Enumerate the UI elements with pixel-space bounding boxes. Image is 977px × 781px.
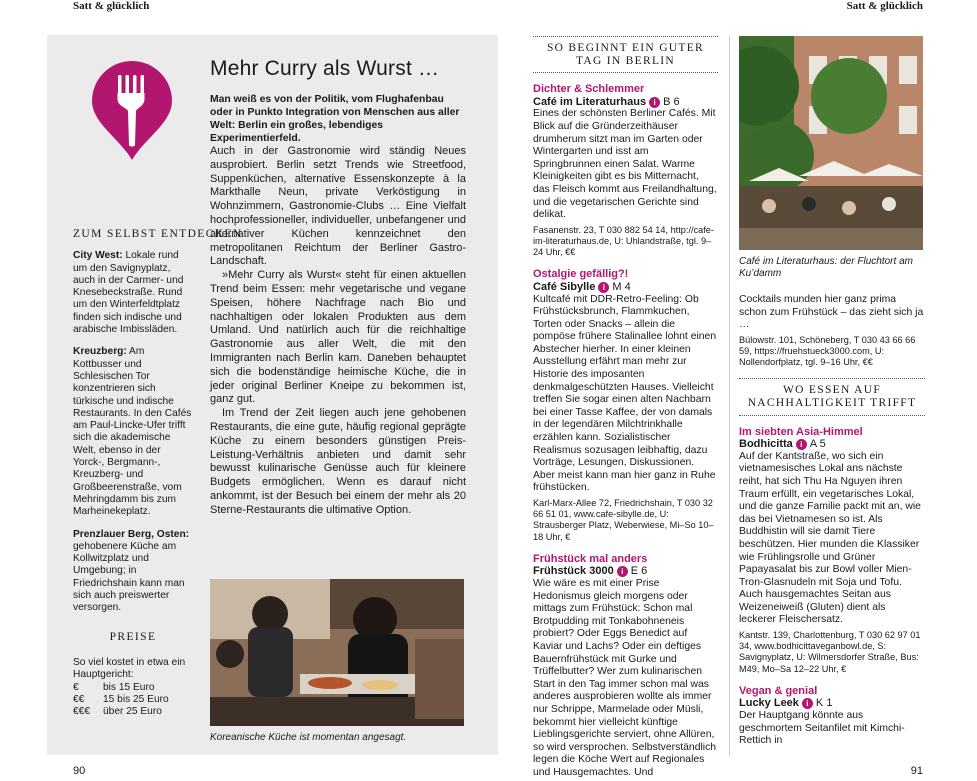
location-marker-icon: i: [598, 282, 609, 293]
feature-box: [47, 35, 498, 755]
photo-caption: Café im Literaturhaus: der Fluchtort am Ku’damm: [739, 256, 913, 279]
photo-caption: Koreanische Küche ist momentan angesagt.: [210, 732, 407, 743]
column-2: [739, 256, 925, 748]
listing-address: Fasanenstr. 23, T 030 882 54 14, http://cafe-im-literaturhaus.de, U: Uhlandstraße, tgl. 9–24 Uhr, €€: [533, 224, 714, 258]
column-divider: [729, 36, 730, 756]
article: [210, 57, 466, 518]
listing-kicker: Dichter & Schlemmer: [533, 83, 645, 96]
page-number-left: 90: [73, 765, 86, 777]
article-paragraph: Im Trend der Zeit liegen auch jene gehobenen Restaurants, die eine gute, häufig regional geprägte Küche zu einem besonders günstigen Preis-Leistung-Verhältnis anbieten und damit sehr bewusst kulinarische Genüsse auch für kleinere Budgets ermöglichen. Wenn es darauf nicht ankommt, ist der Besuch bei einem der mehr als 20 Sterne-Restaurants die ultimative Option.: [210, 407, 466, 516]
listing-kicker: Ostalgie gefällig?!: [533, 268, 629, 281]
listing-name: Frühstück 3000 i E 6: [533, 565, 648, 578]
running-head-right: Satt & glücklich: [846, 0, 923, 12]
article-paragraph: Auch in der Gastronomie wird ständig Neues ausprobiert. Berlin setzt Trends wie Streetfood, Suppenküchen, alternative Essenskonzepte à la Markthalle Neun, private Verköstigung in Wohnzimmern, Gastronomie-Clubs … Eine Vielfalt hochprofessioneller, individueller, unbefangener und alternativer Küchen kennzeichnet den metropolitanen Reichtum der Berliner Gastro-Landschaft.: [210, 145, 466, 268]
cafe-literaturhaus-photo: [739, 36, 923, 250]
article-body: [210, 145, 466, 518]
listing-kicker: Frühstück mal anders: [533, 552, 648, 565]
section-heading: WO ESSEN AUF NACHHALTIGKEIT TRIFFT: [739, 378, 925, 415]
price-row: €€€ über 25 Euro: [73, 706, 162, 718]
location-marker-icon: i: [617, 566, 628, 577]
listing-address: Karl-Marx-Allee 72, Friedrichshain, T 030 32 66 51 01, www.cafe-sibylle.de, U: Strausberger Platz, Weberwiese, Mi–So 10–18 Uhr, €: [533, 498, 714, 542]
listing: [739, 685, 925, 748]
listing-text: Auf der Kantstraße, wo sich ein vietnamesisches Lokal ans nächste reiht, hat sich Thu Ha Nguyen ihren Traum erfüllt, ein vegetarisches Lokal, und die ganze Familie packt mit an, wie das bei Vietnamesen so ist. Als Buddhistin will sie damit Tiere beschützen. Hier munden die Klassiker wie Frühlingsrolle und Grüner Papayasalat bis zur Bowl voller Mien-Tron-Glasnudeln mit Soja und Tofu. Auch hausgemachtes Seitan aus Weizeneiweiß (Gluten) dient als leckerer Fleischersatz.: [739, 450, 921, 626]
listing: [533, 83, 718, 258]
listing: [533, 268, 718, 543]
sidebar: [73, 228, 243, 718]
sidebar-item: City West: Lokale rund um den Savignyplatz, auch in der Carmer- und Knesebeckstraße. Rund um den Winterfeldtplatz finden sich indische und arabische Imbissläden.: [73, 250, 184, 336]
sidebar-item: Kreuzberg: Am Kottbusser und Schlesischen Tor konzentrieren sich türkische und indische Restaurants. In den Cafés am Paul-Lincke-Ufer trifft sich die akademische Welt, ebenso in der Yorck-, Bergmann-, Kreuzberg- und Großbeerenstraße, vom Mehringdamm bis zum Marheinekeplatz.: [73, 346, 192, 518]
listing: [739, 426, 925, 675]
page-number-right: 91: [910, 765, 923, 777]
listing-name: Café Sibylle i M 4: [533, 280, 631, 293]
section-heading: SO BEGINNT EIN GUTER TAG IN BERLIN: [533, 36, 718, 73]
sidebar-heading: ZUM SELBST ENTDECKEN: [73, 228, 243, 240]
listing-kicker: Im siebten Asia-Himmel: [739, 425, 863, 438]
article-lead: Man weiß es von der Politik, vom Flughafenbau oder in Punkto Integration von Menschen aus aller Welt: Berlin ein großes, lebendiges Experimentierfeld.: [210, 94, 460, 144]
article-paragraph: »Mehr Curry als Wurst« steht für einen aktuellen Trend beim Essen: mehr vegetarische und vegane Speisen, höhere Nachfrage nach Bio und nachhaltigen oder lokalen Produkten aus dem Umland. Und natürlich auch für die reichhaltige Gastronomie aus aller Welt, die mit den Immigranten nach Berlin kam. Daneben behauptet sich die bodenständige heimische Küche, die in jeder original Berliner Kneipe zu bekommen ist, ganz gut.: [210, 269, 466, 406]
listing-text: Der Hauptgang könnte aus geschmortem Seitanfilet mit Kimchi-Rettich in: [739, 710, 905, 747]
listing-name: Café im Literaturhaus i B 6: [533, 95, 680, 108]
column-1: [533, 36, 718, 780]
listing-name: Bodhicitta i A 5: [739, 438, 826, 451]
listing-address: Kantstr. 139, Charlottenburg, T 030 62 97 01 34, www.bodhicittaveganbowl.de, S: Savignyplatz, U: Wilmersdorfer Straße, Bus: M49, Mo–Sa 12–22 Uhr, €: [739, 630, 921, 674]
listing-text: Eines der schönsten Berliner Cafés. Mit Blick auf die Gründerzeithäuser drumherum sitzt man im Garten oder Wintergarten und isst am Springbrunnen einen Salat. Warme Kleinigkeiten gibt es bis Mitternacht, das Fleisch kommt aus Freilandhaltung, und die vegetarischen Gerichte sind delikat.: [533, 108, 717, 221]
prices-intro: So viel kostet in etwa ein Hauptgericht:: [73, 656, 186, 681]
fork-pin-icon: [90, 61, 174, 161]
listing-text: Kultcafé mit DDR-Retro-Feeling: Ob Frühstücksbrunch, Flammkuchen, Torten oder Snacks – allein die pompöse frühere Stalinallee lohnt einen Abstecher hierher. In einer kleinen Ausstellung erfährt man mehr zur Historie des imposanten denkmalgeschützten Hauses. Vielleicht treffen Sie sogar einen alten Nachbarn bei einer Tasse Kaffee, der von damals in der legendären Milchtrinkhalle erzählen kann. Sozialistischer Realismus sozusagen leibhaftig, dazu Vorträge, Lesungen, Diskussionen. Aber meist kann man hier ganz in Ruhe frühstücken.: [533, 293, 717, 494]
location-marker-icon: i: [649, 97, 660, 108]
listing-text: Wie wäre es mit einer Prise Hedonismus gleich morgens oder mittags zum Frühstück: Schon mal Brotpudding mit Tonkabohneneis probiert? Oder Eggs Benedict auf Kaviar und Lachs? Oder ein deftiges Bauernfrühstück mit Gurke und Trüffelbutter? Wer zum kulinarischen Start in den Tag immer schon mal was anderes ausprobieren wollte als immer nur Schrippe, Marmelade oder Müsli, bekommt hier vielleicht künftige Lieblingsgerichte serviert, ohne Allüren, so wird versprochen. Selbstverständlich legen die Köche Wert auf Regionales und Hausgemachtes. Und: [533, 578, 717, 778]
listing-kicker: Vegan & genial: [739, 684, 818, 697]
price-row: €€ 15 bis 25 Euro: [73, 693, 169, 705]
sidebar-item: Prenzlauer Berg, Osten: gehobenere Küche am Kollwitzplatz und Umgebung; in Friedrichshain kann man sich auch preiswerter versorgen.: [73, 528, 190, 614]
listing-continuation: Cocktails munden hier ganz prima schon zum Frühstück – das zieht sich ja …: [739, 294, 924, 331]
price-row: € bis 15 Euro: [73, 681, 155, 693]
listing: [533, 553, 718, 780]
location-marker-icon: i: [802, 698, 813, 709]
listing-name: Lucky Leek i K 1: [739, 697, 833, 710]
korean-kitchen-photo: [210, 579, 464, 726]
prices-heading: PREISE: [109, 630, 157, 643]
article-title: Mehr Curry als Wurst …: [210, 57, 440, 80]
location-marker-icon: i: [796, 439, 807, 450]
running-head-left: Satt & glücklich: [73, 0, 150, 12]
listing-address: Bülowstr. 101, Schöneberg, T 030 43 66 66 59, https://fruehstueck3000.com, U: Nollendorfplatz, tgl. 9–16 Uhr, €€: [739, 334, 916, 368]
